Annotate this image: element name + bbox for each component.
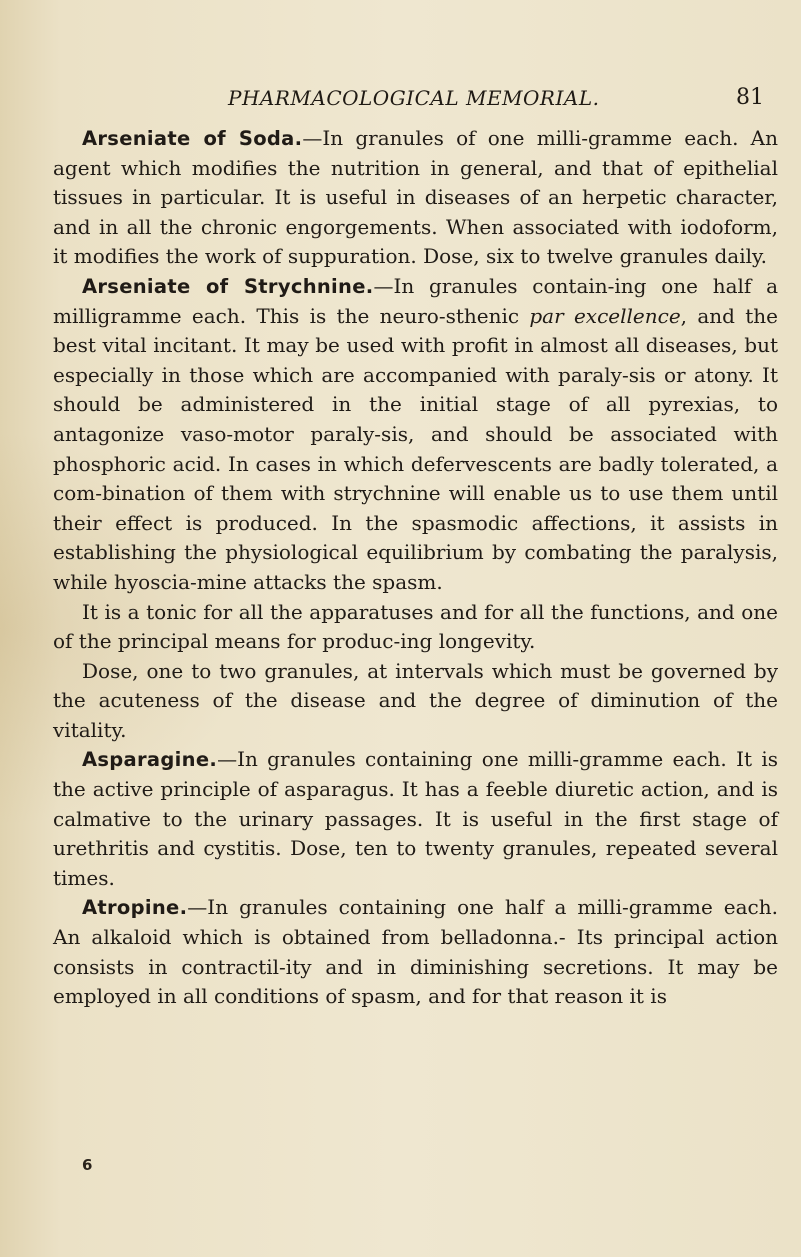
paragraph-text: —In granules containing one half a milli-gramme each. An alkaloid which is obtained from belladonna.- Its principal action consists in contractil-ity and in diminishing secretions. It may be employed in all conditions of spasm, and for that reason it is: [53, 895, 778, 1009]
page-header: [108, 86, 764, 116]
entry-term: Arseniate of Strychnine.: [82, 274, 374, 298]
paragraph-tonic: [53, 598, 778, 657]
paragraph-text-continued: , and the best vital incitant. It may be used with profit in almost all diseases, but especially in those which are accompanied with paraly-sis or atony. It should be administered in the initial stage of all pyrexias, to antagonize vaso-motor paraly-sis, and should be associated with phosphoric acid. In cases in which defervescents are badly tolerated, a com-bination of them with strychnine will enable us to use them until their effect is produced. In the spasmodic affections, it assists in establishing the physiological equilibrium by combating the paralysis, while hyoscia-mine attacks the spasm.: [53, 303, 778, 594]
paragraph-text: It is a tonic for all the apparatuses and for all the functions, and one of the principal means for produc-ing longevity.: [53, 599, 778, 654]
paragraph-text: —In granules containing one milli-gramme each. It is the active principle of asparagus. It has a feeble diuretic action, and is calmative to the urinary passages. It is useful in the first stage of urethritis and cystitis. Dose, ten to twenty granules, repeated several times.: [53, 747, 778, 890]
italic-phrase: par excellence: [529, 303, 681, 328]
paragraph-text: —In granules contain-ing one half a milligramme each. This is the neuro-sthenic: [53, 273, 778, 328]
paragraph-text: Dose, one to two granules, at intervals which must be governed by the acuteness of the disease and the degree of diminution of the vitality.: [53, 658, 778, 742]
paragraph-arseniate-of-soda: [53, 124, 778, 272]
entry-term: Atropine.: [82, 896, 188, 920]
paragraph-dose: [53, 657, 778, 746]
body-text: [53, 124, 778, 1012]
entry-term: Arseniate of Soda.: [82, 127, 303, 150]
entry-term: Asparagine.: [82, 748, 218, 772]
paragraph-atropine: [53, 893, 778, 1011]
page-number: 81: [736, 85, 764, 110]
running-head: PHARMACOLOGICAL MEMORIAL.: [228, 86, 600, 110]
paragraph-arseniate-of-strychnine: [53, 272, 778, 598]
paragraph-text: —In granules of one milli-gramme each. An agent which modifies the nutrition in general, and that of epithelial tissues in particular. It is useful in diseases of an herpetic character, and in all the chronic engorgements. When associated with iodoform, it modifies the work of suppuration. Dose, six to twelve granules daily.: [53, 126, 778, 269]
signature-mark: 6: [82, 1156, 93, 1174]
paragraph-asparagine: [53, 745, 778, 893]
